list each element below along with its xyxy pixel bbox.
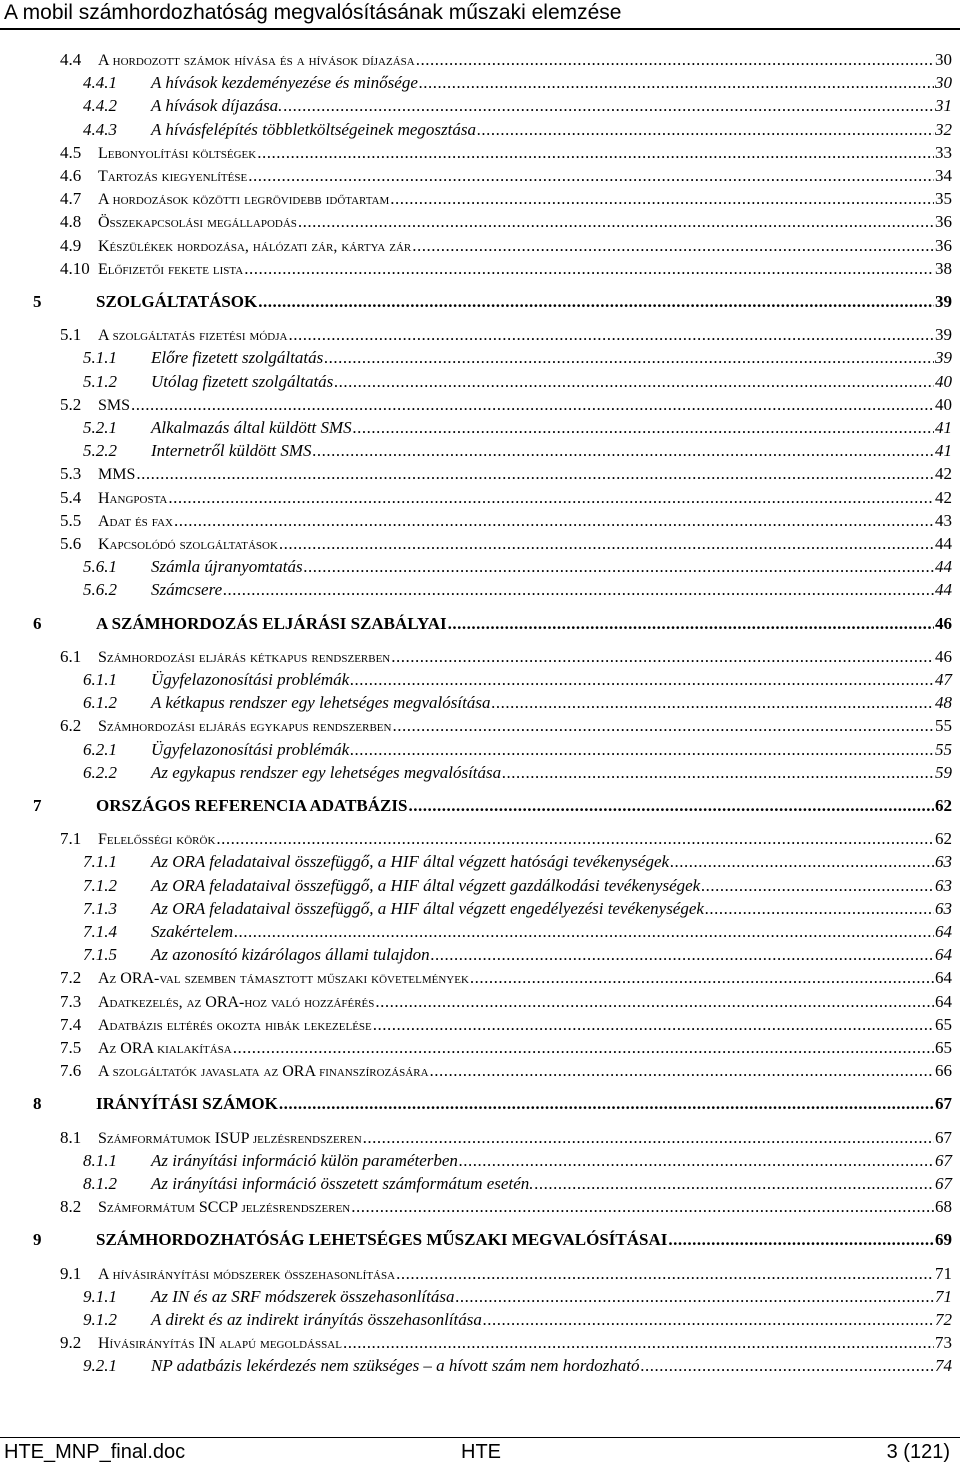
toc-entry-number: 5.1.2 xyxy=(83,371,117,391)
toc-entry-page: 35 xyxy=(935,189,952,209)
toc-entry-number: 6.1.1 xyxy=(83,670,117,689)
toc-entry-number: 7.5 xyxy=(60,1038,82,1057)
toc-entry[interactable] xyxy=(83,348,952,368)
toc-entry-title: A hívásirányítási módszerek összehasonlítása xyxy=(98,1265,396,1283)
toc-entry-page: 55 xyxy=(935,716,952,736)
toc-entry-number: 8.1.2 xyxy=(83,1174,117,1193)
toc-entry-page: 63 xyxy=(935,852,952,872)
toc-entry[interactable] xyxy=(83,670,952,690)
toc-entry[interactable] xyxy=(60,1128,952,1148)
toc-dot-leader xyxy=(412,236,934,256)
toc-entry-number: 4.8 xyxy=(60,212,82,232)
toc-entry-page: 62 xyxy=(935,796,952,815)
toc-entry-number: 7.4 xyxy=(60,1014,82,1034)
toc-entry-title: Ügyfelazonosítási problémák xyxy=(151,739,350,759)
toc-entry-title: Előfizetői fekete lista xyxy=(98,260,244,278)
toc-entry-number: 7 xyxy=(33,796,42,815)
toc-entry-title: A hívásfelépítés többletköltségeinek megosztása xyxy=(151,119,476,139)
toc-dot-leader xyxy=(248,166,934,186)
toc-entry-title: Előre fizetett szolgáltatás xyxy=(151,348,324,368)
toc-entry[interactable] xyxy=(83,441,952,461)
toc-entry-number: 5.2.2 xyxy=(83,441,117,461)
toc-dot-leader xyxy=(279,1094,934,1114)
toc-entry[interactable] xyxy=(60,992,952,1012)
toc-dot-leader xyxy=(334,372,934,392)
toc-entry-number: 6 xyxy=(33,613,42,633)
toc-entry-number: 7.2 xyxy=(60,968,82,988)
toc-dot-leader xyxy=(430,1061,934,1081)
toc-dot-leader xyxy=(174,511,934,531)
toc-entry-title: Az egykapus rendszer egy lehetséges megvalósítása xyxy=(151,762,502,782)
toc-entry[interactable] xyxy=(33,614,952,634)
toc-entry-number: 4.9 xyxy=(60,235,82,255)
toc-entry[interactable] xyxy=(60,716,952,736)
toc-entry-number: 7.1.1 xyxy=(83,852,117,872)
toc-dot-leader xyxy=(350,740,934,760)
toc-dot-leader xyxy=(534,1174,934,1194)
toc-entry-number: 4.5 xyxy=(60,142,82,162)
toc-entry-page: 31 xyxy=(935,96,952,116)
toc-entry-page: 39 xyxy=(935,325,952,345)
toc-entry-title: ORSZÁGOS REFERENCIA ADATBÁZIS xyxy=(96,796,408,815)
toc-dot-leader xyxy=(477,120,934,140)
toc-dot-leader xyxy=(373,1015,934,1035)
toc-entry[interactable] xyxy=(83,1356,952,1376)
toc-entry-number: 7.1 xyxy=(60,829,82,849)
toc-dot-leader xyxy=(288,325,934,345)
footer-filename: HTE_MNP_final.doc xyxy=(4,1441,186,1463)
toc-dot-leader xyxy=(408,796,934,816)
toc-dot-leader xyxy=(396,1264,934,1284)
toc-entry-number: 8.1 xyxy=(60,1127,82,1147)
toc-dot-leader xyxy=(670,852,934,872)
toc-entry[interactable] xyxy=(60,1197,952,1217)
toc-entry-title: Számla újranyomtatás xyxy=(151,557,303,577)
toc-entry[interactable] xyxy=(83,945,952,965)
toc-entry[interactable] xyxy=(83,557,952,577)
toc-entry-page: 47 xyxy=(935,670,952,689)
toc-entry-page: 34 xyxy=(935,166,952,185)
toc-entry-title: Hívásirányítás IN alapú megoldással xyxy=(98,1335,342,1353)
toc-entry-number: 8 xyxy=(33,1094,42,1114)
toc-entry-title: Az IN és az SRF módszerek összehasonlítása xyxy=(151,1286,455,1306)
toc-entry[interactable] xyxy=(60,166,952,186)
toc-entry-page: 71 xyxy=(935,1263,952,1283)
toc-entry-title: Hangposta xyxy=(98,489,168,507)
toc-entry[interactable] xyxy=(83,876,952,896)
toc-entry-page: 59 xyxy=(935,762,952,782)
toc-dot-leader xyxy=(244,259,934,279)
toc-dot-leader xyxy=(416,50,934,70)
toc-entry-page: 67 xyxy=(935,1150,952,1170)
toc-entry-page: 36 xyxy=(935,235,952,255)
toc-entry-page: 39 xyxy=(935,348,952,368)
toc-entry[interactable] xyxy=(83,1151,952,1171)
toc-dot-leader xyxy=(375,992,934,1012)
toc-entry[interactable] xyxy=(60,236,952,256)
toc-dot-leader xyxy=(279,534,934,554)
toc-entry-title: Felelősségi körök xyxy=(98,831,216,849)
toc-entry-number: 7.1.3 xyxy=(83,898,117,918)
toc-entry-number: 5.4 xyxy=(60,487,82,507)
toc-entry[interactable] xyxy=(83,1310,952,1330)
toc-dot-leader xyxy=(298,212,934,232)
toc-entry[interactable] xyxy=(83,96,952,116)
toc-entry[interactable] xyxy=(83,763,952,783)
toc-entry-page: 64 xyxy=(935,968,952,988)
toc-entry-page: 40 xyxy=(935,371,952,391)
toc-entry-number: 4.4.2 xyxy=(83,96,117,116)
toc-entry-number: 5.2 xyxy=(60,394,82,414)
toc-entry[interactable] xyxy=(83,120,952,140)
toc-entry-number: 6.1.2 xyxy=(83,693,117,713)
toc-dot-leader xyxy=(431,945,934,965)
toc-entry-number: 5.6 xyxy=(60,534,82,553)
footer-divider xyxy=(0,1437,960,1438)
toc-entry-title: Szakértelem xyxy=(151,922,234,941)
toc-dot-leader xyxy=(392,716,934,736)
toc-entry-page: 67 xyxy=(935,1094,952,1114)
toc-entry-page: 48 xyxy=(935,693,952,713)
toc-dot-leader xyxy=(258,292,934,312)
toc-entry-title: Számhordozási eljárás egykapus rendszerben xyxy=(98,718,392,736)
toc-dot-leader xyxy=(705,899,934,919)
toc-entry-number: 9.2.1 xyxy=(83,1356,117,1376)
toc-entry-title: Számcsere xyxy=(151,580,223,600)
toc-entry-title: Alkalmazás által küldött SMS xyxy=(151,418,352,437)
toc-entry-page: 32 xyxy=(935,119,952,139)
toc-entry-page: 72 xyxy=(935,1310,952,1329)
toc-entry-title: A hordozások közötti legrövidebb időtartam xyxy=(98,191,390,209)
toc-dot-leader xyxy=(131,395,934,415)
toc-dot-leader xyxy=(234,922,934,942)
toc-entry-page: 73 xyxy=(935,1333,952,1353)
toc-entry-page: 40 xyxy=(935,394,952,414)
toc-entry[interactable] xyxy=(33,1094,952,1114)
toc-entry[interactable] xyxy=(83,580,952,600)
toc-entry-number: 9.2 xyxy=(60,1333,82,1353)
toc-entry-page: 63 xyxy=(935,875,952,895)
toc-entry-title: A direkt és az indirekt irányítás összehasonlítása xyxy=(151,1310,482,1329)
toc-entry[interactable] xyxy=(60,1264,952,1284)
toc-dot-leader xyxy=(419,73,934,93)
toc-entry[interactable] xyxy=(60,1038,952,1058)
toc-entry-title: Utólag fizetett szolgáltatás xyxy=(151,371,334,391)
toc-entry-title: A hívások kezdeményezése és minősége xyxy=(151,73,418,93)
toc-entry[interactable] xyxy=(33,292,952,312)
toc-entry[interactable] xyxy=(60,1061,952,1081)
toc-entry-title: Lebonyolítási költségek xyxy=(98,144,257,162)
toc-dot-leader xyxy=(455,1287,934,1307)
toc-entry-title: Számformátum SCCP jelzésrendszeren xyxy=(98,1199,351,1217)
toc-entry[interactable] xyxy=(33,796,952,816)
toc-entry-page: 68 xyxy=(935,1197,952,1217)
toc-entry-number: 4.6 xyxy=(60,166,82,185)
toc-entry-page: 33 xyxy=(935,142,952,162)
toc-entry-page: 67 xyxy=(935,1127,952,1147)
toc-entry-title: A szolgáltatók javaslata az ORA finanszírozására xyxy=(98,1063,429,1081)
toc-entry[interactable] xyxy=(83,1174,952,1194)
toc-dot-leader xyxy=(353,418,934,438)
toc-entry[interactable] xyxy=(83,922,952,942)
toc-entry-number: 8.2 xyxy=(60,1197,82,1217)
toc-entry-number: 7.3 xyxy=(60,991,82,1011)
toc-entry-page: 43 xyxy=(935,510,952,530)
toc-dot-leader xyxy=(216,829,934,849)
toc-entry-title: A SZÁMHORDOZÁS ELJÁRÁSI SZABÁLYAI xyxy=(96,613,447,633)
toc-dot-leader xyxy=(459,1151,934,1171)
toc-dot-leader xyxy=(168,488,934,508)
toc-dot-leader xyxy=(483,1310,934,1330)
toc-entry-page: 44 xyxy=(935,534,952,553)
toc-entry-page: 38 xyxy=(935,258,952,278)
toc-entry-page: 42 xyxy=(935,464,952,484)
toc-entry-title: Az ORA-val szemben támasztott műszaki követelmények xyxy=(98,970,469,988)
toc-entry-number: 9.1.1 xyxy=(83,1286,117,1306)
toc-entry-number: 7.6 xyxy=(60,1061,82,1081)
toc-entry-title: Az azonosító kizárólagos állami tulajdon xyxy=(151,945,430,965)
toc-dot-leader xyxy=(350,670,934,690)
toc-entry-page: 46 xyxy=(935,613,952,633)
toc-entry-title: A szolgáltatás fizetési módja xyxy=(98,327,288,345)
toc-entry-title: Internetről küldött SMS xyxy=(151,441,312,461)
toc-entry-number: 7.1.2 xyxy=(83,875,117,895)
toc-entry-page: 62 xyxy=(935,829,952,849)
toc-entry-title: A hordozott számok hívása és a hívások díjazása xyxy=(98,52,415,69)
toc-entry-page: 66 xyxy=(935,1061,952,1081)
toc-entry-number: 7.1.4 xyxy=(83,922,117,941)
toc-entry-title: Számhordozási eljárás kétkapus rendszerben xyxy=(98,648,391,666)
document-header-title: A mobil számhordozhatóság megvalósításának műszaki elemzése xyxy=(4,1,622,24)
toc-dot-leader xyxy=(701,876,934,896)
toc-dot-leader xyxy=(257,143,934,163)
toc-entry-title: SZÁMHORDOZHATÓSÁG LEHETSÉGES MŰSZAKI MEGVALÓSÍTÁSAI xyxy=(96,1230,668,1250)
toc-entry-title: Az ORA feladataival összefüggő, a HIF által végzett engedélyezési tevékenységek xyxy=(151,898,704,918)
toc-entry-page: 30 xyxy=(935,73,952,93)
toc-entry-title: Az ORA feladataival összefüggő, a HIF által végzett hatósági tevékenységek xyxy=(151,852,670,872)
toc-entry-title: SMS xyxy=(98,396,131,414)
toc-entry-title: MMS xyxy=(98,466,136,484)
toc-entry[interactable] xyxy=(83,852,952,872)
toc-dot-leader xyxy=(351,1197,934,1217)
toc-entry-number: 9.1 xyxy=(60,1263,82,1283)
toc-entry-number: 9 xyxy=(33,1230,42,1250)
toc-entry-title: NP adatbázis lekérdezés nem szükséges – a hívott szám nem hordozható xyxy=(151,1356,640,1376)
toc-entry-number: 4.7 xyxy=(60,189,82,209)
toc-entry-number: 4.10 xyxy=(60,258,90,278)
toc-entry[interactable] xyxy=(83,899,952,919)
toc-entry-number: 5.2.1 xyxy=(83,418,117,437)
toc-entry[interactable] xyxy=(60,395,952,415)
toc-entry-page: 67 xyxy=(935,1174,952,1193)
toc-dot-leader xyxy=(313,441,934,461)
toc-dot-leader xyxy=(324,348,934,368)
toc-entry-page: 44 xyxy=(935,580,952,600)
toc-entry-page: 30 xyxy=(935,50,952,69)
toc-dot-leader xyxy=(223,580,934,600)
toc-entry-number: 6.2.1 xyxy=(83,739,117,759)
toc-entry-page: 74 xyxy=(935,1356,952,1376)
toc-entry-number: 4.4 xyxy=(60,50,82,69)
toc-dot-leader xyxy=(233,1038,934,1058)
toc-entry[interactable] xyxy=(60,511,952,531)
toc-entry-page: 41 xyxy=(935,441,952,461)
toc-entry-page: 36 xyxy=(935,212,952,232)
toc-entry-page: 65 xyxy=(935,1038,952,1057)
toc-entry-title: Adatkezelés, az ORA-hoz való hozzáférés xyxy=(98,993,375,1011)
toc-entry[interactable] xyxy=(60,647,952,667)
toc-entry-title: Az ORA kialakítása xyxy=(98,1040,232,1057)
toc-entry[interactable] xyxy=(60,325,952,345)
toc-entry-page: 63 xyxy=(935,898,952,918)
toc-entry-number: 5.3 xyxy=(60,464,82,484)
toc-entry[interactable] xyxy=(83,372,952,392)
toc-entry-title: Ügyfelazonosítási problémák xyxy=(151,670,350,689)
toc-entry-page: 55 xyxy=(935,739,952,759)
toc-entry-page: 41 xyxy=(935,418,952,437)
toc-entry-page: 69 xyxy=(935,1230,952,1250)
toc-dot-leader xyxy=(470,968,934,988)
toc-entry-page: 64 xyxy=(935,945,952,965)
toc-entry[interactable] xyxy=(60,212,952,232)
toc-entry-number: 5.1 xyxy=(60,325,82,345)
toc-entry[interactable] xyxy=(83,693,952,713)
toc-entry-title: SZOLGÁLTATÁSOK xyxy=(96,292,258,311)
toc-entry[interactable] xyxy=(83,418,952,438)
toc-entry-title: Számformátumok ISUP jelzésrendszeren xyxy=(98,1129,362,1147)
toc-entry-number: 5.5 xyxy=(60,510,82,530)
toc-dot-leader xyxy=(491,693,934,713)
toc-entry-title: Készülékek hordozása, hálózati zár, kártya zár xyxy=(98,237,412,255)
toc-dot-leader xyxy=(136,464,934,484)
toc-entry-page: 46 xyxy=(935,646,952,666)
toc-entry-number: 6.1 xyxy=(60,646,82,666)
toc-entry-title: IRÁNYÍTÁSI SZÁMOK xyxy=(96,1094,278,1114)
toc-entry-title: Adat és fax xyxy=(98,512,173,530)
toc-entry-page: 65 xyxy=(935,1014,952,1034)
toc-entry-page: 71 xyxy=(935,1286,952,1306)
toc-entry-title: A hívások díjazása. xyxy=(151,96,283,116)
toc-entry[interactable] xyxy=(83,73,952,93)
toc-entry-page: 44 xyxy=(935,557,952,577)
toc-entry-title: Kapcsolódó szolgáltatások xyxy=(98,536,278,553)
toc-dot-leader xyxy=(502,763,934,783)
toc-entry-number: 5.1.1 xyxy=(83,348,117,368)
toc-entry-title: Tartozás kiegyenlítése xyxy=(98,168,248,185)
header-divider xyxy=(0,28,960,30)
toc-entry-number: 5 xyxy=(33,292,42,311)
toc-entry-number: 4.4.3 xyxy=(83,119,117,139)
toc-entry-title: Az irányítási információ külön paraméterben xyxy=(151,1150,458,1170)
toc-entry-title: Adatbázis eltérés okozta hibák lekezelése xyxy=(98,1016,372,1034)
toc-entry[interactable] xyxy=(60,968,952,988)
toc-entry[interactable] xyxy=(60,534,952,554)
toc-entry-page: 42 xyxy=(935,487,952,507)
toc-entry-title: A kétkapus rendszer egy lehetséges megvalósítása xyxy=(151,693,491,713)
toc-entry-title: Az ORA feladataival összefüggő, a HIF által végzett gazdálkodási tevékenységek xyxy=(151,875,701,895)
toc-entry[interactable] xyxy=(60,464,952,484)
toc-entry-number: 7.1.5 xyxy=(83,945,117,965)
toc-dot-leader xyxy=(283,96,934,116)
toc-dot-leader xyxy=(390,189,934,209)
toc-entry[interactable] xyxy=(60,259,952,279)
toc-entry-page: 64 xyxy=(935,922,952,941)
toc-entry-number: 6.2.2 xyxy=(83,762,117,782)
toc-entry[interactable] xyxy=(83,1287,952,1307)
toc-entry-number: 5.6.1 xyxy=(83,557,117,577)
toc-entry[interactable] xyxy=(60,50,952,70)
toc-entry-page: 64 xyxy=(935,991,952,1011)
toc-dot-leader xyxy=(343,1333,934,1353)
toc-dot-leader xyxy=(448,614,934,634)
toc-entry[interactable] xyxy=(60,143,952,163)
toc-entry-title: Összekapcsolási megállapodás xyxy=(98,214,297,232)
toc-entry-number: 8.1.1 xyxy=(83,1150,117,1170)
toc-entry[interactable] xyxy=(33,1230,952,1250)
toc-entry-page: 39 xyxy=(935,292,952,311)
toc-entry-number: 9.1.2 xyxy=(83,1310,117,1329)
toc-entry[interactable] xyxy=(60,1333,952,1353)
toc-dot-leader xyxy=(304,557,934,577)
toc-dot-leader xyxy=(363,1128,934,1148)
toc-dot-leader xyxy=(641,1356,934,1376)
toc-entry[interactable] xyxy=(60,488,952,508)
toc-entry-number: 5.6.2 xyxy=(83,580,117,600)
toc-entry[interactable] xyxy=(60,1015,952,1035)
toc-entry[interactable] xyxy=(60,829,952,849)
toc-entry[interactable] xyxy=(60,189,952,209)
toc-entry-number: 4.4.1 xyxy=(83,73,117,93)
toc-dot-leader xyxy=(668,1230,934,1250)
footer-page-number: 3 (121) xyxy=(886,1441,950,1463)
toc-entry-title: Az irányítási információ összetett számformátum esetén. xyxy=(151,1174,534,1193)
footer-organization: HTE xyxy=(461,1441,501,1463)
toc-entry-number: 6.2 xyxy=(60,716,82,736)
toc-dot-leader xyxy=(391,647,934,667)
toc-entry[interactable] xyxy=(83,740,952,760)
